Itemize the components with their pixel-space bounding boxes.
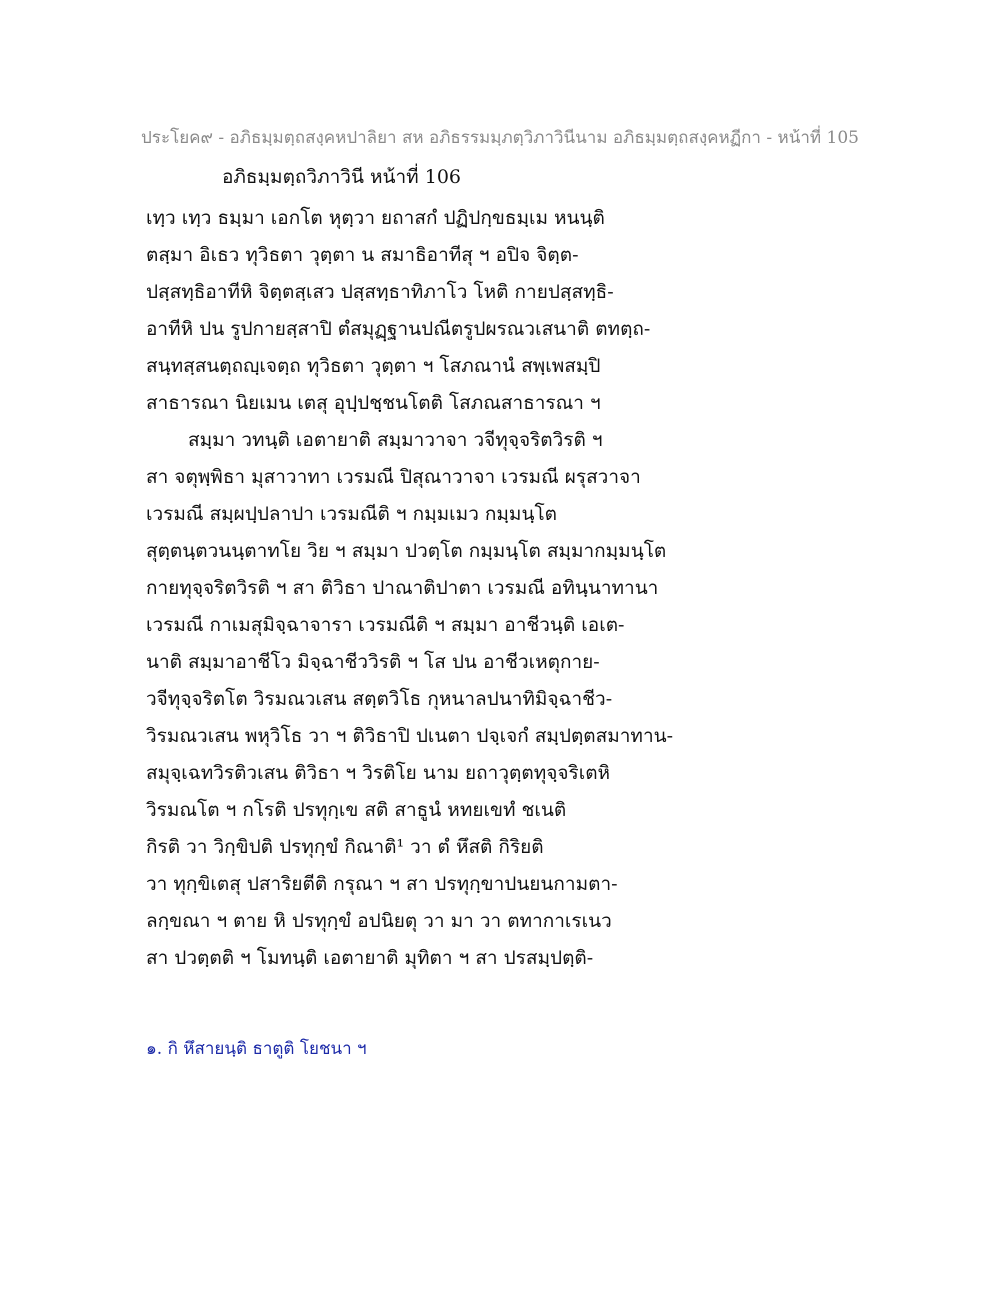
text-line: สา จตุพฺพิธา มุสาวาทา เวรมณี ปิสุณาวาจา เวรมณี ผรุสวาจา bbox=[146, 466, 641, 488]
text-line: กิรติ วา วิกฺขิปติ ปรทุกฺขํ กิณาติ¹ วา ตํ หึสติ กิริยติ bbox=[146, 836, 544, 858]
text-line: เวรมณี สมฺผปฺปลาปา เวรมณีติ ฯ กมฺมเมว กมฺมนฺโต bbox=[146, 503, 557, 525]
text-line: ปสฺสทฺธิอาทีหิ จิตฺตสฺเสว ปสฺสทฺธาทิภาโว โหติ กายปสฺสทฺธิ- bbox=[146, 281, 614, 303]
body-text bbox=[146, 200, 706, 977]
text-line: อาทีหิ ปน รูปกายสฺสาปิ ตํสมุฏฺฐานปณีตรูปผรณวเสนาติ ตทตฺถ- bbox=[146, 318, 651, 340]
text-line: วา ทุกฺขิเตสุ ปสาริยตีติ กรุณา ฯ สา ปรทุกฺขาปนยนกามตา- bbox=[146, 873, 618, 895]
paragraph-start-line: สมฺมา วทนฺติ เอตายาติ สมฺมาวาจา วจีทุจฺจริตวิรติ ฯ bbox=[188, 429, 603, 451]
running-header: ประโยค๙ - อภิธมฺมตฺถสงฺคหปาลิยา สห อภิธรรมมฺภตฺวิภาวินีนาม อภิธมฺมตฺถสงฺคหฏีกา - หน้าที่ 105 bbox=[141, 128, 859, 148]
page-heading: อภิธมฺมตฺถวิภาวินี หน้าที่ 106 bbox=[222, 166, 461, 188]
text-line: วิรมณโต ฯ กโรติ ปรทุกฺเข สติ สาธูนํ หทยเขทํ ชเนติ bbox=[146, 799, 567, 821]
text-line: วิรมณวเสน พหุวิโธ วา ฯ ติวิธาปิ ปเนตา ปจฺเจกํ สมฺปตฺตสมาทาน- bbox=[146, 725, 674, 747]
text-line: สุตฺตนฺตวนนฺตาทโย วิย ฯ สมฺมา ปวตฺโต กมฺมนฺโต สมฺมากมฺมนฺโต bbox=[146, 540, 667, 562]
text-line: เวรมณี กาเมสุมิจฺฉาจารา เวรมณีติ ฯ สมฺมา อาชีวนฺติ เอเต- bbox=[146, 614, 625, 636]
text-line: ตสฺมา อิเธว ทุวิธตา วุตฺตา น สมาธิอาทีสุ ฯ อปิจ จิตฺต- bbox=[146, 244, 579, 266]
text-line: สา ปวตฺตติ ฯ โมทนฺติ เอตายาติ มุทิตา ฯ สา ปรสมฺปตฺติ- bbox=[146, 947, 594, 969]
text-line: กายทุจฺจริตวิรติ ฯ สา ติวิธา ปาณาติปาตา เวรมณี อทินฺนาทานา bbox=[146, 577, 659, 599]
text-line: สมุจฺเฉทวิรติวเสน ติวิธา ฯ วิรติโย นาม ยถาวุตฺตทุจฺจริเตหิ bbox=[146, 762, 611, 784]
text-line: เทฺว เทฺว ธมฺมา เอกโต หุตฺวา ยถาสกํ ปฏิปกฺขธมฺเม หนนฺติ bbox=[146, 207, 605, 229]
text-line: ลกฺขณา ฯ ตาย หิ ปรทุกฺขํ อปนิยตุ วา มา วา ตทากาเรเนว bbox=[146, 910, 612, 932]
text-line: สนฺทสฺสนตฺถญฺเจตฺถ ทุวิธตา วุตฺตา ฯ โสภณานํ สพฺเพสมฺปิ bbox=[146, 355, 601, 377]
footnote: ๑. กิ หึสายนฺติ ธาตูติ โยชนา ฯ bbox=[146, 1039, 367, 1059]
text-line: นาติ สมฺมาอาชีโว มิจฺฉาชีววิรติ ฯ โส ปน อาชีวเหตุกาย- bbox=[146, 651, 600, 673]
text-line: สาธารณา นิยเมน เตสุ อุปฺปชฺชนโตติ โสภณสาธารณา ฯ bbox=[146, 392, 601, 414]
text-line: วจีทุจฺจริตโต วิรมณวเสน สตฺตวิโธ กุหนาลปนาทิมิจฺฉาชีว- bbox=[146, 688, 613, 710]
